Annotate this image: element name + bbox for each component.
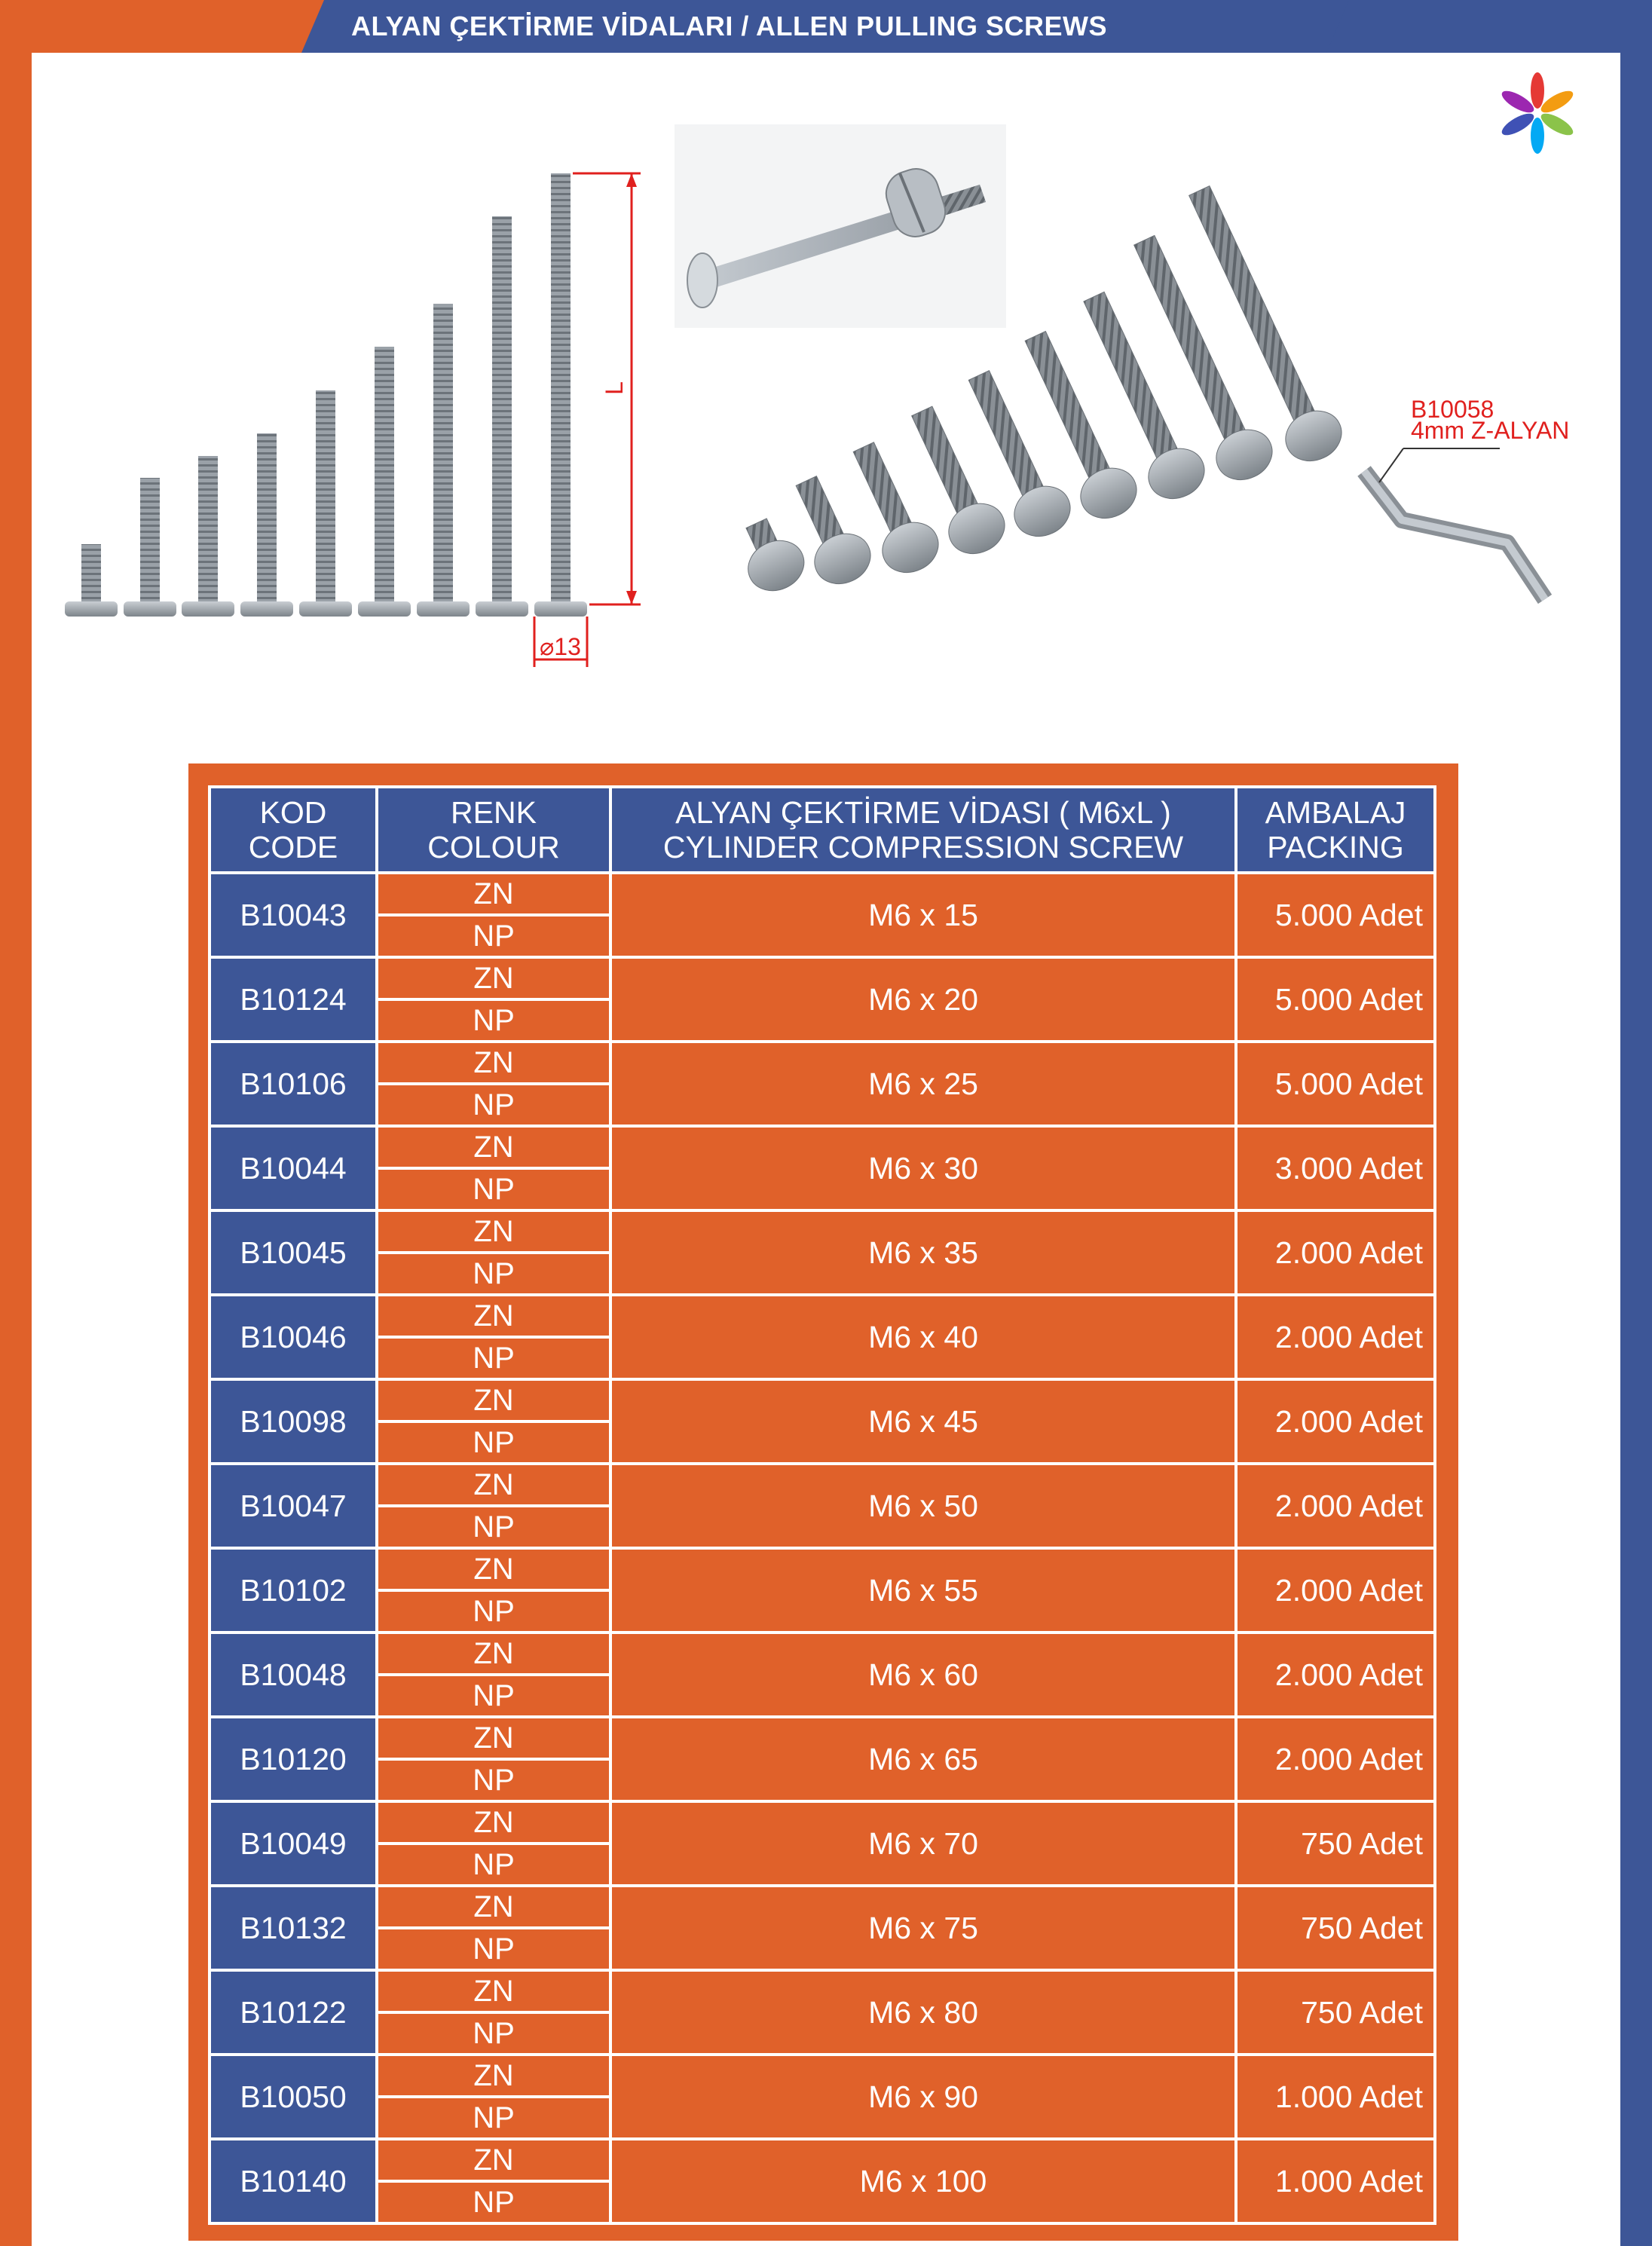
table-row [210,1717,1435,1801]
packing-quantity: 5.000 Adet [1236,1042,1435,1126]
table-row [210,2055,1435,2139]
colour-options [377,1886,610,1970]
screw-side-7 [417,304,470,617]
screw-side-5 [299,390,352,617]
table-row [210,1886,1435,1970]
colour-np: NP [473,1173,515,1206]
table-row [210,957,1435,1042]
colour-zn: ZN [378,874,609,916]
product-code: B10048 [210,1632,377,1717]
header-packing: AMBALAJ PACKING [1236,787,1435,873]
colour-options [377,873,610,957]
table-row [210,873,1435,957]
table-row [210,1632,1435,1717]
colour-zn: ZN [378,959,609,1001]
colour-zn: ZN [378,2056,609,2098]
screw-size: M6 x 75 [610,1886,1236,1970]
colour-zn: ZN [378,1043,609,1085]
assembled-screw-photo [675,124,1006,328]
allen-key-code: B10058 [1411,396,1494,423]
colour-np: NP [473,1426,515,1459]
screw-size: M6 x 70 [610,1801,1236,1886]
screw-size: M6 x 90 [610,2055,1236,2139]
colour-np: NP [473,2017,515,2050]
colour-options [377,2139,610,2223]
page-title: ALYAN ÇEKTİRME VİDALARI / ALLEN PULLING SCREWS [351,11,1108,41]
colour-options [377,1042,610,1126]
colour-zn: ZN [378,1634,609,1676]
screw-size: M6 x 55 [610,1548,1236,1632]
packing-quantity: 3.000 Adet [1236,1126,1435,1210]
screw-side-3 [182,456,234,617]
product-code: B10098 [210,1379,377,1464]
colour-np: NP [473,1595,515,1628]
z-allen-key [1364,448,1545,599]
header-description: ALYAN ÇEKTİRME VİDASI ( M6xL ) CYLINDER COMPRESSION SCREW [610,787,1236,873]
screw-side-6 [358,347,411,617]
spec-table [208,785,1436,2225]
product-code: B10043 [210,873,377,957]
table-row [210,1970,1435,2055]
screw-size: M6 x 40 [610,1295,1236,1379]
length-label: L [600,381,628,395]
colour-options [377,1548,610,1632]
colour-zn: ZN [378,1887,609,1929]
allen-key-name: 4mm Z-ALYAN [1411,417,1570,444]
screw-size: M6 x 65 [610,1717,1236,1801]
screw-size: M6 x 100 [610,2139,1236,2223]
product-code: B10120 [210,1717,377,1801]
packing-quantity: 2.000 Adet [1236,1295,1435,1379]
product-code: B10049 [210,1801,377,1886]
product-code: B10124 [210,957,377,1042]
product-code: B10047 [210,1464,377,1548]
packing-quantity: 5.000 Adet [1236,957,1435,1042]
packing-quantity: 2.000 Adet [1236,1379,1435,1464]
product-code: B10102 [210,1548,377,1632]
table-row [210,1801,1435,1886]
colour-np: NP [473,1510,515,1544]
table-header-row [210,787,1435,873]
packing-quantity: 2.000 Adet [1236,1548,1435,1632]
colour-options [377,1801,610,1886]
screw-side-view-group [65,173,587,617]
colour-options [377,2055,610,2139]
table-row [210,1042,1435,1126]
screw-size: M6 x 50 [610,1464,1236,1548]
colour-zn: ZN [378,1128,609,1170]
colour-options [377,1632,610,1717]
company-logo [1499,72,1577,154]
packing-quantity: 2.000 Adet [1236,1464,1435,1548]
table-row [210,1295,1435,1379]
screw-side-1 [65,544,118,617]
screw-size: M6 x 60 [610,1632,1236,1717]
screw-illustrations [0,0,1652,724]
packing-quantity: 750 Adet [1236,1886,1435,1970]
table-row [210,1548,1435,1632]
colour-options [377,1379,610,1464]
screw-side-4 [240,433,293,617]
colour-zn: ZN [378,1465,609,1507]
table-row [210,1379,1435,1464]
colour-options [377,1970,610,2055]
product-code: B10122 [210,1970,377,2055]
screw-size: M6 x 45 [610,1379,1236,1464]
product-code: B10140 [210,2139,377,2223]
colour-np: NP [473,1764,515,1797]
screw-size: M6 x 30 [610,1126,1236,1210]
header-colour: RENK COLOUR [377,787,610,873]
colour-zn: ZN [378,2140,609,2183]
packing-quantity: 2.000 Adet [1236,1632,1435,1717]
screw-size: M6 x 25 [610,1042,1236,1126]
packing-quantity: 750 Adet [1236,1801,1435,1886]
colour-np: NP [473,1004,515,1037]
screw-size: M6 x 80 [610,1970,1236,2055]
colour-np: NP [473,1342,515,1375]
packing-quantity: 2.000 Adet [1236,1717,1435,1801]
screw-side-2 [124,478,176,617]
colour-options [377,957,610,1042]
colour-np: NP [473,920,515,953]
table-row [210,1126,1435,1210]
screw-side-9 [534,173,587,617]
colour-np: NP [473,1932,515,1966]
colour-np: NP [473,1679,515,1712]
diameter-label: ⌀13 [540,633,581,660]
colour-zn: ZN [378,1296,609,1339]
screw-size: M6 x 35 [610,1210,1236,1295]
table-row [210,1464,1435,1548]
colour-zn: ZN [378,1803,609,1845]
colour-np: NP [473,1257,515,1290]
colour-np: NP [473,2101,515,2134]
colour-np: NP [473,1848,515,1881]
table-row [210,1210,1435,1295]
colour-zn: ZN [378,1212,609,1254]
colour-zn: ZN [378,1972,609,2014]
colour-zn: ZN [378,1718,609,1761]
packing-quantity: 1.000 Adet [1236,2139,1435,2223]
product-code: B10044 [210,1126,377,1210]
colour-zn: ZN [378,1550,609,1592]
product-code: B10045 [210,1210,377,1295]
product-code: B10106 [210,1042,377,1126]
packing-quantity: 5.000 Adet [1236,873,1435,957]
table-row [210,2139,1435,2223]
colour-np: NP [473,1088,515,1121]
colour-zn: ZN [378,1381,609,1423]
colour-options [377,1126,610,1210]
colour-np: NP [473,2186,515,2219]
colour-options [377,1295,610,1379]
product-code: B10046 [210,1295,377,1379]
screw-size: M6 x 15 [610,873,1236,957]
colour-options [377,1717,610,1801]
colour-options [377,1210,610,1295]
packing-quantity: 1.000 Adet [1236,2055,1435,2139]
packing-quantity: 750 Adet [1236,1970,1435,2055]
header-code: KOD CODE [210,787,377,873]
screw-size: M6 x 20 [610,957,1236,1042]
screw-side-8 [476,216,528,617]
product-code: B10132 [210,1886,377,1970]
packing-quantity: 2.000 Adet [1236,1210,1435,1295]
colour-options [377,1464,610,1548]
product-code: B10050 [210,2055,377,2139]
